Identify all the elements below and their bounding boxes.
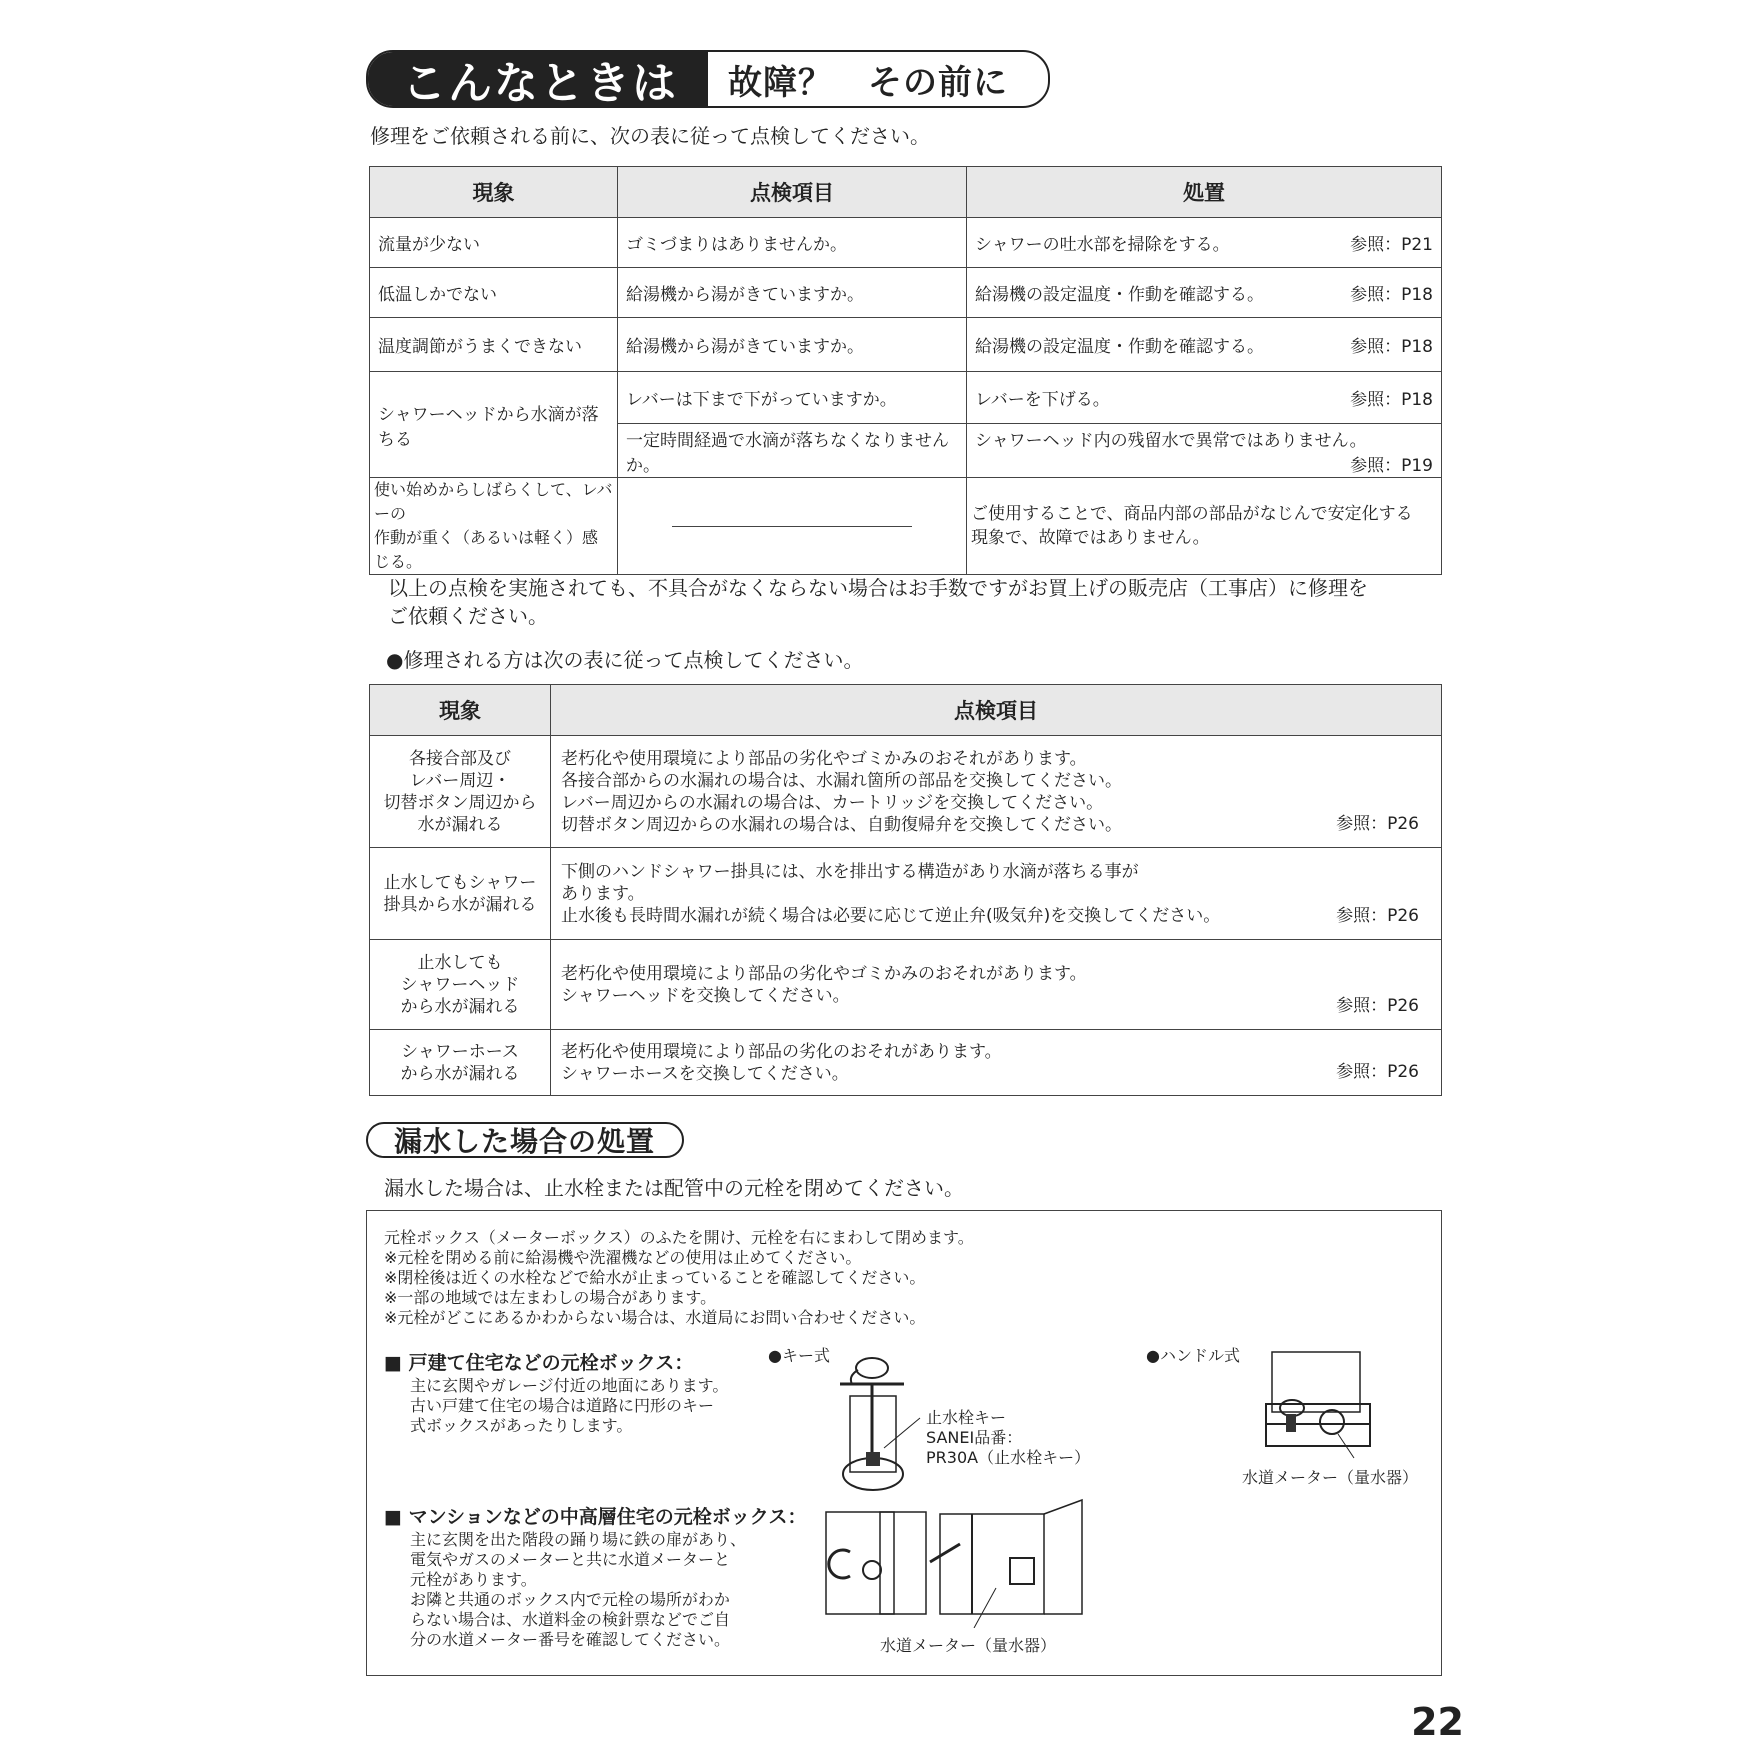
- page-number: 22: [1411, 1700, 1464, 1744]
- table-row: [370, 736, 1442, 848]
- handle-valve-illustration: [1258, 1348, 1378, 1468]
- handle-type-label: ●ハンドル式: [1146, 1346, 1240, 1365]
- action-cell: シャワーヘッド内の残留水で異常ではありません。 参照：P19: [967, 424, 1442, 478]
- check-cell: 給湯機から湯がきていますか。: [618, 318, 967, 372]
- header-check: 点検項目: [551, 685, 1442, 736]
- symptom-cell: 止水してもシャワー 掛具から水が漏れる: [370, 848, 551, 940]
- table-row: [370, 318, 1442, 372]
- empty-dash: [672, 526, 912, 527]
- check-cell: ゴミづまりはありませんか。: [618, 218, 967, 268]
- symptom-cell: 止水しても シャワーヘッド から水が漏れる: [370, 940, 551, 1030]
- header-symptom: 現象: [370, 167, 618, 218]
- ref-label: 参照：P21: [1350, 235, 1433, 255]
- mansion-text: 主に玄関を出た階段の踊り場に鉄の扉があり、 電気やガスのメーターと共に水道メーターと 元栓があります。 お隣と共通のボックス内で元栓の場所がわか らない場合は、水道料金の検針票などでご自 分の水道メーター番号を確認してください。: [410, 1530, 747, 1649]
- ref-label: 参照：P26: [1336, 814, 1419, 834]
- troubleshoot-table: [369, 166, 1442, 575]
- table-row: [370, 940, 1442, 1030]
- ref-label: 参照：P18: [1350, 285, 1433, 305]
- house-heading: ■ 戸建て住宅などの元栓ボックス：: [384, 1352, 694, 1374]
- house-text: 主に玄関やガレージ付近の地面にあります。 古い戸建て住宅の場合は道路に円形のキー 式ボックスがあったりします。: [410, 1376, 729, 1435]
- meter-caption-2: 水道メーター（量水器）: [880, 1636, 1057, 1655]
- symptom-cell: 各接合部及び レバー周辺・ 切替ボタン周辺から 水が漏れる: [370, 736, 551, 848]
- key-caption: 止水栓キー SANEI品番： PR30A（止水栓キー）: [926, 1408, 1091, 1467]
- mansion-heading: ■ マンションなどの中高層住宅の元栓ボックス：: [384, 1506, 807, 1528]
- detail-cell: 下側のハンドシャワー掛具には、水を排出する構造があり水滴が落ちる事が あります。 止水後も長時間水漏れが続く場合は必要に応じて逆止弁(吸気弁)を交換してください。 参照：P26: [551, 848, 1442, 940]
- leak-intro: 漏水した場合は、止水栓または配管中の元栓を閉めてください。: [384, 1176, 964, 1200]
- action-cell: ご使用することで、商品内部の部品がなじんで安定化する 現象で、故障ではありません。: [967, 478, 1442, 575]
- symptom-cell: 流量が少ない: [370, 218, 618, 268]
- ref-label: 参照：P26: [1336, 996, 1419, 1016]
- intro-text: 修理をご依頼される前に、次の表に従って点検してください。: [370, 124, 930, 148]
- header-action: 処置: [967, 167, 1442, 218]
- table-row: [370, 372, 1442, 424]
- action-cell: シャワーの吐水部を掃除をする。 参照：P21: [967, 218, 1442, 268]
- table-row: [370, 1030, 1442, 1096]
- after-text: 以上の点検を実施されても、不具合がなくならない場合はお手数ですがお買上げの販売店（工事店）に修理を ご依頼ください。: [388, 576, 1368, 628]
- check-cell: 一定時間経過で水滴が落ちなくなりませんか。: [618, 424, 967, 478]
- detail-cell: 老朽化や使用環境により部品の劣化やゴミかみのおそれがあります。 各接合部からの水漏れの場合は、水漏れ箇所の部品を交換してください。 レバー周辺からの水漏れの場合は、カートリッジを交換してください。 切替ボタン周辺からの水漏れの場合は、自動復帰弁を交換してください。 参照：P26: [551, 736, 1442, 848]
- ref-label: 参照：P26: [1336, 906, 1419, 926]
- repair-bullet: ●修理される方は次の表に従って点検してください。: [386, 648, 864, 672]
- detail-cell: 老朽化や使用環境により部品の劣化のおそれがあります。 シャワーホースを交換してください。 参照：P26: [551, 1030, 1442, 1096]
- symptom-cell: シャワーホース から水が漏れる: [370, 1030, 551, 1096]
- ref-label: 参照：P18: [1350, 337, 1433, 357]
- title-dark: こんなときは: [368, 52, 708, 106]
- symptom-cell: 使い始めからしばらくして、レバーの 作動が重く（あるいは軽く）感じる。: [370, 478, 618, 575]
- symptom-cell: シャワーヘッドから水滴が落ちる: [370, 372, 618, 478]
- table-row: [370, 218, 1442, 268]
- ref-label: 参照：P26: [1336, 1062, 1419, 1082]
- action-cell: 給湯機の設定温度・作動を確認する。 参照：P18: [967, 318, 1442, 372]
- header-check: 点検項目: [618, 167, 967, 218]
- table-row: [370, 268, 1442, 318]
- check-cell: 給湯機から湯がきていますか。: [618, 268, 967, 318]
- mansion-meter-box-illustration: [824, 1496, 1086, 1628]
- key-valve-illustration: [820, 1348, 930, 1498]
- symptom-cell: 温度調節がうまくできない: [370, 318, 618, 372]
- check-cell: [618, 478, 967, 575]
- table-row: [370, 848, 1442, 940]
- check-cell: レバーは下まで下がっていますか。: [618, 372, 967, 424]
- action-cell: レバーを下げる。 参照：P18: [967, 372, 1442, 424]
- repair-table: [369, 684, 1442, 1096]
- detail-cell: 老朽化や使用環境により部品の劣化やゴミかみのおそれがあります。 シャワーヘッドを交換してください。 参照：P26: [551, 940, 1442, 1030]
- leak-notes: 元栓ボックス（メーターボックス）のふたを開け、元栓を右にまわして閉めます。 ※元栓を閉める前に給湯機や洗濯機などの使用は止めてください。 ※閉栓後は近くの水栓などで給水が止まっていることを確認してください。 ※一部の地域では左まわしの場合があります。 ※元栓がどこにあるかわからない場合は、水道局にお問い合わせください。: [384, 1228, 974, 1327]
- leak-section-title: 漏水した場合の処置: [366, 1122, 684, 1158]
- meter-caption: 水道メーター（量水器）: [1242, 1468, 1419, 1487]
- page-title: [366, 50, 1050, 108]
- key-type-label: ●キー式: [768, 1346, 830, 1365]
- title-light: 故障？ その前に: [728, 62, 1008, 103]
- ref-label: 参照：P18: [1350, 390, 1433, 410]
- ref-label: 参照：P19: [1350, 455, 1433, 476]
- action-cell: 給湯機の設定温度・作動を確認する。 参照：P18: [967, 268, 1442, 318]
- header-symptom: 現象: [370, 685, 551, 736]
- symptom-cell: 低温しかでない: [370, 268, 618, 318]
- table-row: [370, 478, 1442, 575]
